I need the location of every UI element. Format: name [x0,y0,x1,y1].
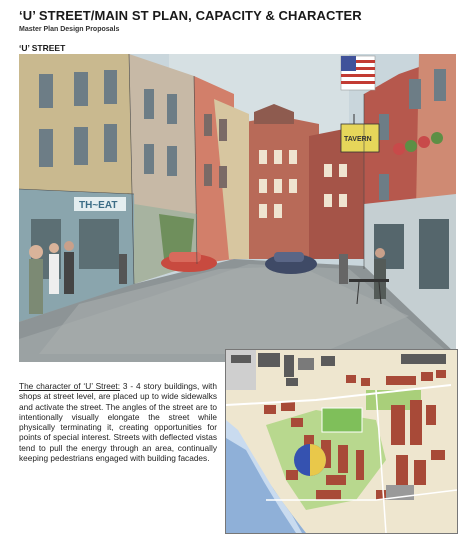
street-description [19,381,217,463]
section-heading: ‘U’ STREET [19,43,66,53]
street-sketch-illustration [19,54,456,362]
page-title: ‘U’ STREET/MAIN ST PLAN, CAPACITY & CHARACTER [19,8,362,23]
storefront-sign: TH~EAT [79,200,118,211]
page-subtitle: Master Plan Design Proposals [19,26,120,33]
hanging-sign: TAVERN [344,136,372,143]
caption-body: 3 - 4 story buildings, with shops at street level, are placed up to wide sidewalks and activate the street. The angles of the street are to intentionally visually elongate the street while physically terminating it, creating opportunities for points of special interest. Streets with deflected vistas tend to pull the energy through an area, continually keeping pedestrians engaged with building facades. [19,381,217,464]
site-plan-map [225,349,458,534]
caption-lead: The character of ‘U’ Street: [19,381,121,391]
